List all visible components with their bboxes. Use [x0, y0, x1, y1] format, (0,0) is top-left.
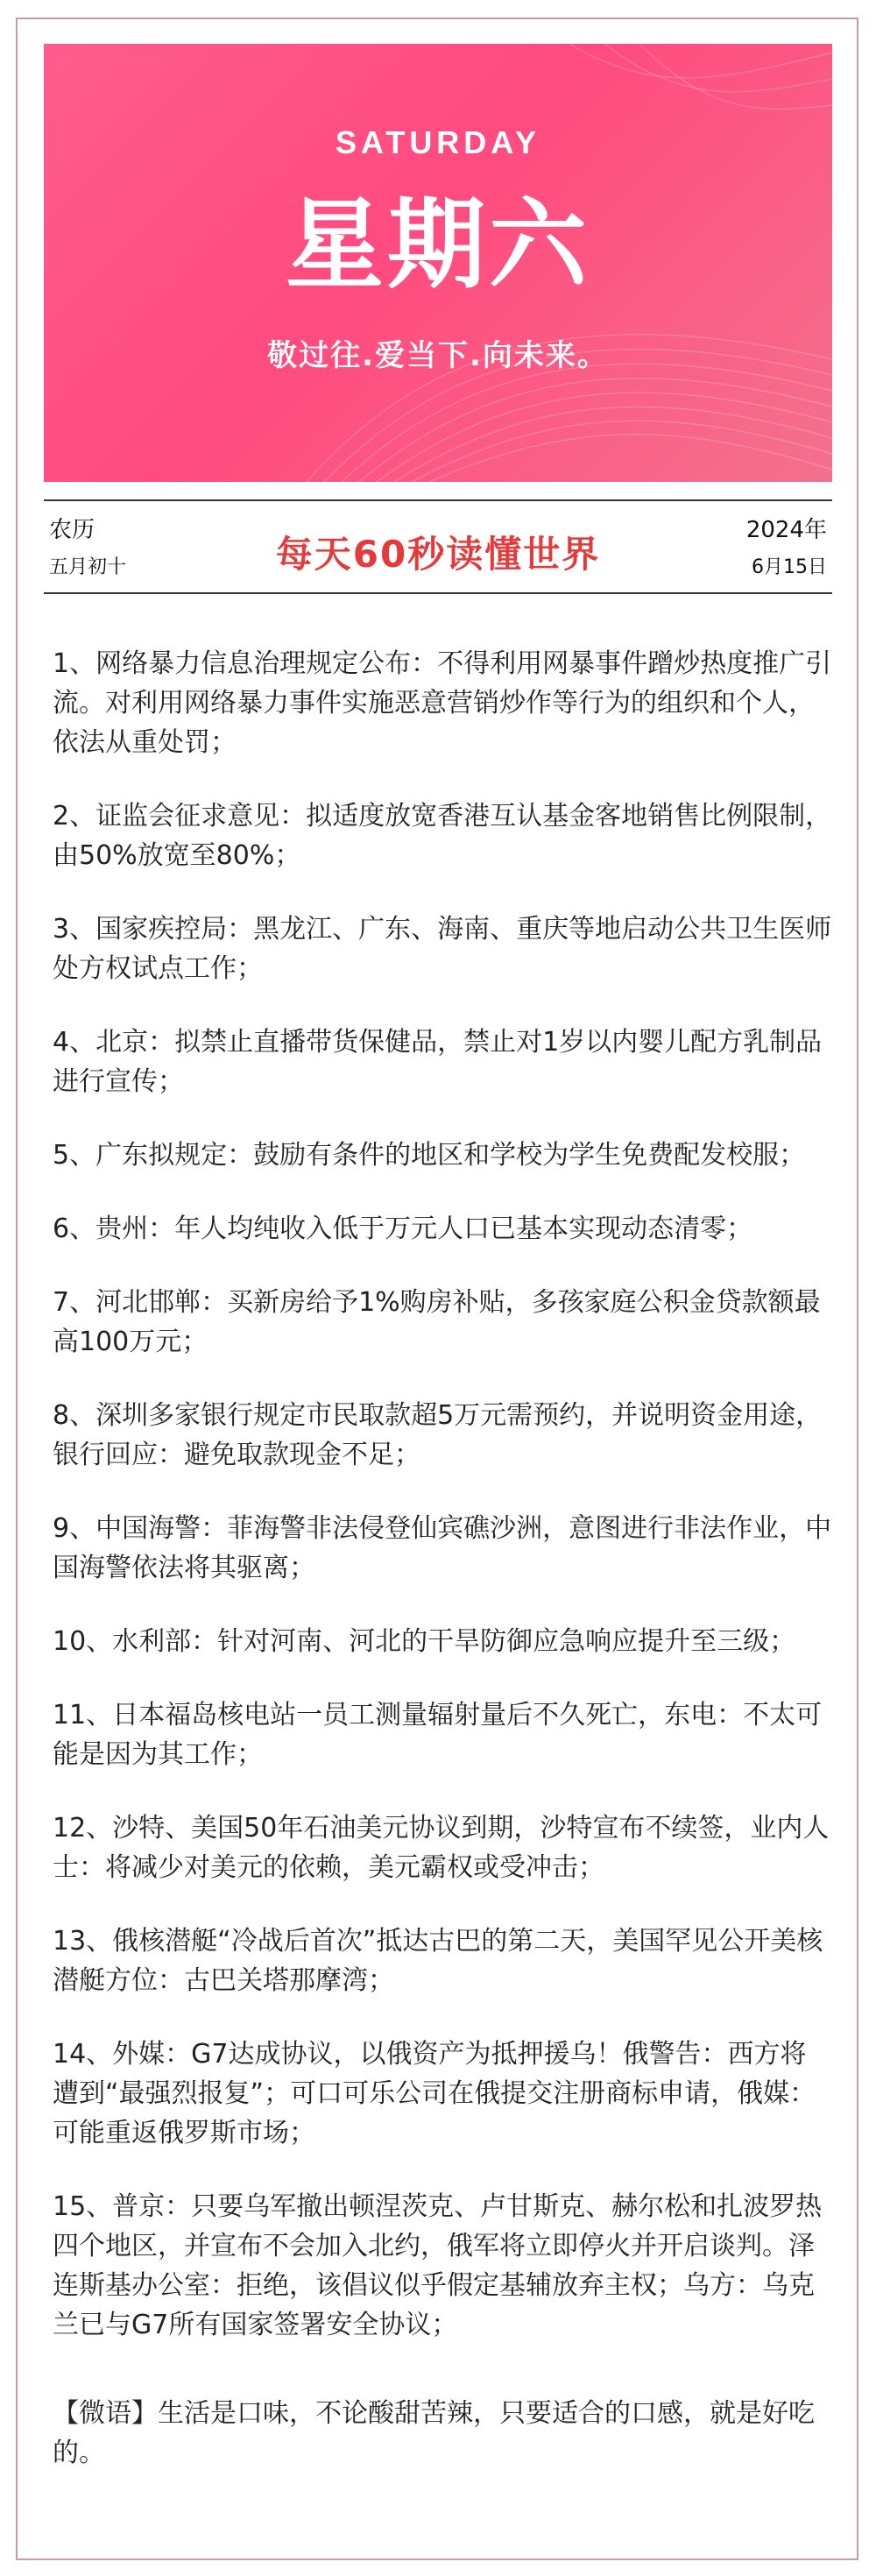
news-list	[53, 644, 832, 2499]
motto: 敬过往.爱当下.向未来。	[267, 338, 609, 373]
news-item: 5、广东拟规定：鼓励有条件的地区和学校为学生免费配发校服；	[53, 1140, 806, 1171]
news-item: 15、普京：只要乌军撤出顿涅茨克、卢甘斯克、赫尔松和扎波罗热四个地区，并宣布不会加入北约，俄军将立即停火并开启谈判。泽连斯基办公室：拒绝，该倡议似乎假定基辅放弃主权；乌方：乌克兰已与G7所有国家签署安全协议；	[53, 2191, 823, 2340]
news-item: 4、北京：拟禁止直播带货保健品，禁止对1岁以内婴儿配方乳制品进行宣传；	[53, 1027, 823, 1097]
news-item: 10、水利部：针对河南、河北的干旱防御应急响应提升至三级；	[53, 1626, 796, 1657]
news-item: 7、河北邯郸：买新房给予1%购房补贴，多孩家庭公积金贷款额最高100万元；	[53, 1287, 821, 1357]
page-title: 每天60秒读懂世界	[275, 533, 601, 576]
daily-quote: 【微语】生活是口味，不论酸甜苦辣，只要适合的口感，就是好吃的。	[53, 2398, 815, 2468]
news-item: 9、中国海警：菲海警非法侵登仙宾礁沙洲，意图进行非法作业，中国海警依法将其驱离；	[53, 1513, 832, 1583]
news-item: 14、外媒：G7达成协议，以俄资产为抵押援乌！俄警告：西方将遭到“最强烈报复”；可口可乐公司在俄提交注册商标申请，俄媒：可能重返俄罗斯市场；	[53, 2039, 816, 2148]
divider-bottom	[44, 592, 832, 594]
news-item: 8、深圳多家银行规定市民取款超5万元需预约，并说明资金用途，银行回应：避免取款现金不足；	[53, 1400, 823, 1470]
lunar-label: 农历	[49, 517, 95, 543]
year: 2024年	[745, 517, 827, 543]
date-header	[44, 499, 832, 596]
news-item: 2、证监会征求意见：拟适度放宽香港互认基金客地销售比例限制，由50%放宽至80%；	[53, 801, 832, 871]
weekday-english: SATURDAY	[335, 124, 541, 160]
news-item: 11、日本福岛核电站一员工测量辐射量后不久死亡，东电：不太可能是因为其工作；	[53, 1700, 823, 1770]
news-item: 12、沙特、美国50年石油美元协议到期，沙特宣布不续签，业内人士：将减少对美元的依赖，美元霸权或受冲击；	[53, 1813, 830, 1883]
news-item: 1、网络暴力信息治理规定公布：不得利用网暴事件蹭炒热度推广引流。对利用网络暴力事件实施恶意营销炒作等行为的组织和个人，依法从重处罚；	[53, 648, 832, 758]
weekday-chinese: 星期六	[286, 188, 590, 302]
date: 6月15日	[752, 556, 827, 578]
news-item: 3、国家疾控局：黑龙江、广东、海南、重庆等地启动公共卫生医师处方权试点工作；	[53, 914, 832, 984]
news-item: 6、贵州：年人均纯收入低于万元人口已基本实现动态清零；	[53, 1214, 753, 1244]
lunar-date: 五月初十	[49, 556, 127, 578]
news-item: 13、俄核潜艇“冷战后首次”抵达古巴的第二天，美国罕见公开美核潜艇方位：古巴关塔那摩湾；	[53, 1926, 823, 1996]
divider-top	[44, 499, 832, 501]
header-banner	[44, 44, 832, 482]
